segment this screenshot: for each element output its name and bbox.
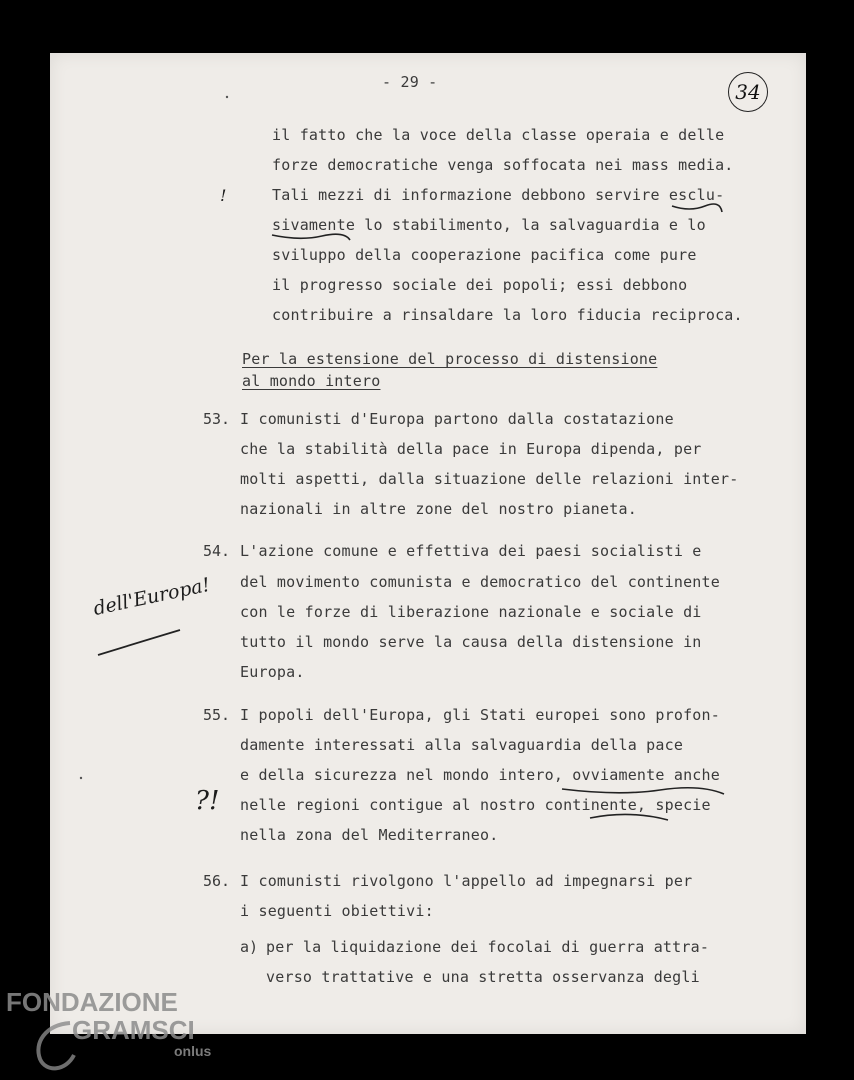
pen-underline-ovviamente	[562, 788, 724, 794]
item-number: 55.	[203, 706, 231, 724]
text-line: tutto il mondo serve la causa della distensione in	[240, 633, 702, 651]
item-number: 56.	[203, 872, 231, 890]
pen-underline-esclu	[672, 204, 722, 212]
text-line: il progresso sociale dei popoli; essi debbono	[272, 276, 688, 294]
watermark-suffix: onlus	[174, 1043, 212, 1059]
pen-underline-continente	[590, 814, 668, 820]
text-line: Europa.	[240, 663, 305, 681]
stray-mark	[80, 777, 82, 779]
text-line: con le forze di liberazione nazionale e sociale di	[240, 603, 702, 621]
text-line: damente interessati alla salvaguardia della pace	[240, 736, 684, 754]
item-number: 53.	[203, 410, 231, 428]
handwritten-question-mark: ?!	[195, 786, 220, 816]
text-line: e della sicurezza nel mondo intero, ovviamente anche	[240, 766, 720, 784]
text-line: sviluppo della cooperazione pacifica come pure	[272, 246, 697, 264]
stray-mark	[226, 96, 228, 98]
text-line: molti aspetti, dalla situazione delle relazioni inter-	[240, 470, 739, 488]
handwritten-exclamation: !	[220, 186, 227, 205]
text-line: forze democratiche venga soffocata nei mass media.	[272, 156, 734, 174]
text-line: nazionali in altre zone del nostro pianeta.	[240, 500, 637, 518]
text-line: per la liquidazione dei focolai di guerra attra-	[266, 938, 710, 956]
pen-underline-sivamente	[272, 234, 350, 240]
watermark-line2: GRAMSCI	[72, 1015, 195, 1045]
text-line: nella zona del Mediterraneo.	[240, 826, 499, 844]
text-line: I popoli dell'Europa, gli Stati europei sono profon-	[240, 706, 720, 724]
section-heading: Per la estensione del processo di distensione	[242, 350, 658, 368]
text-line: del movimento comunista e democratico del continente	[240, 573, 720, 591]
text-line: i seguenti obiettivi:	[240, 902, 434, 920]
page-number: - 29 -	[382, 73, 438, 91]
watermark-line1: FONDAZIONE	[6, 987, 178, 1017]
handwritten-margin-note: dell'Europa!	[91, 573, 212, 620]
item-number: 54.	[203, 542, 231, 560]
text-line: I comunisti d'Europa partono dalla costatazione	[240, 410, 674, 428]
pen-underline-margin-note	[98, 630, 180, 655]
archive-page-stamp: 34	[728, 72, 768, 112]
sub-item-label: a)	[240, 938, 259, 956]
text-line: nelle regioni contigue al nostro continente, specie	[240, 796, 711, 814]
text-line: I comunisti rivolgono l'appello ad impegnarsi per	[240, 872, 693, 890]
foundation-watermark	[0, 985, 230, 1080]
text-line: il fatto che la voce della classe operaia e delle	[272, 126, 725, 144]
text-line: sivamente lo stabilimento, la salvaguardia e lo	[272, 216, 706, 234]
text-line: che la stabilità della pace in Europa dipenda, per	[240, 440, 702, 458]
section-heading: al mondo intero	[242, 372, 381, 390]
text-line: contribuire a rinsaldare la loro fiducia reciproca.	[272, 306, 743, 324]
watermark-g-swirl	[38, 1023, 74, 1068]
text-line: L'azione comune e effettiva dei paesi socialisti e	[240, 542, 702, 560]
text-line: verso trattative e una stretta osservanza degli	[266, 968, 700, 986]
text-line: Tali mezzi di informazione debbono servire esclu-	[272, 186, 725, 204]
